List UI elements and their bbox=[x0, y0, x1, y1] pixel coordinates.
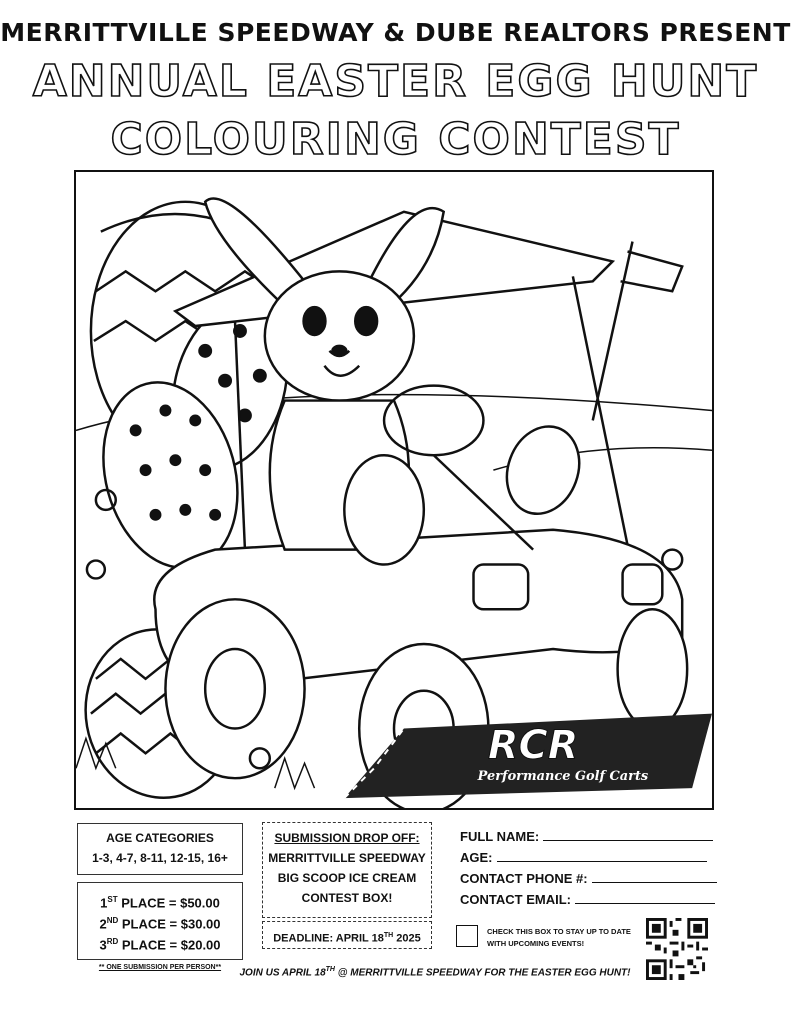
prize-second: 2ND PLACE = $30.00 bbox=[99, 916, 221, 932]
bunny-golf-cart-illustration bbox=[76, 172, 712, 808]
deadline-box: DEADLINE: APRIL 18TH 2025 bbox=[262, 921, 432, 949]
prizes-box bbox=[77, 882, 243, 960]
updates-checkbox-label: CHECK THIS BOX TO STAY UP TO DATE WITH UPCOMING EVENTS! bbox=[487, 927, 631, 948]
logo-main-text: RCR bbox=[487, 722, 579, 769]
prize-first: 1ST PLACE = $50.00 bbox=[100, 895, 220, 911]
age-field[interactable]: AGE: bbox=[460, 847, 717, 868]
presenter-heading: MERRITTVILLE SPEEDWAY & DUBE REALTORS PRESENT bbox=[0, 18, 791, 47]
drop-off-title: SUBMISSION DROP OFF: bbox=[274, 831, 420, 845]
event-title: ANNUAL EASTER EGG HUNT bbox=[32, 56, 759, 107]
drop-off-box bbox=[262, 822, 432, 918]
submission-note: ** ONE SUBMISSION PER PERSON** bbox=[98, 964, 222, 971]
drop-off-line1: MERRITTVILLE SPEEDWAY bbox=[268, 851, 426, 865]
colouring-artwork[interactable] bbox=[74, 170, 714, 810]
age-categories-box bbox=[77, 823, 243, 875]
drop-off-line3: CONTEST BOX! bbox=[301, 891, 393, 905]
contact-email-field[interactable]: CONTACT EMAIL: bbox=[460, 889, 717, 910]
updates-checkbox[interactable] bbox=[456, 925, 478, 947]
prize-third: 3RD PLACE = $20.00 bbox=[99, 937, 221, 953]
entry-form bbox=[460, 826, 717, 910]
age-categories-title: AGE CATEGORIES bbox=[106, 831, 214, 845]
full-name-field[interactable]: FULL NAME: bbox=[460, 826, 717, 847]
footer-announcement: JOIN US APRIL 18TH @ MERRITTVILLE SPEEDWAY FOR THE EASTER EGG HUNT! bbox=[239, 966, 631, 979]
drop-off-line2: BIG SCOOP ICE CREAM bbox=[277, 871, 417, 885]
contest-title: COLOURING CONTEST bbox=[110, 114, 681, 165]
age-categories-values: 1-3, 4-7, 8-11, 12-15, 16+ bbox=[92, 851, 228, 865]
logo-sub-text: Performance Golf Carts bbox=[477, 769, 649, 785]
contact-phone-field[interactable]: CONTACT PHONE #: bbox=[460, 868, 717, 889]
